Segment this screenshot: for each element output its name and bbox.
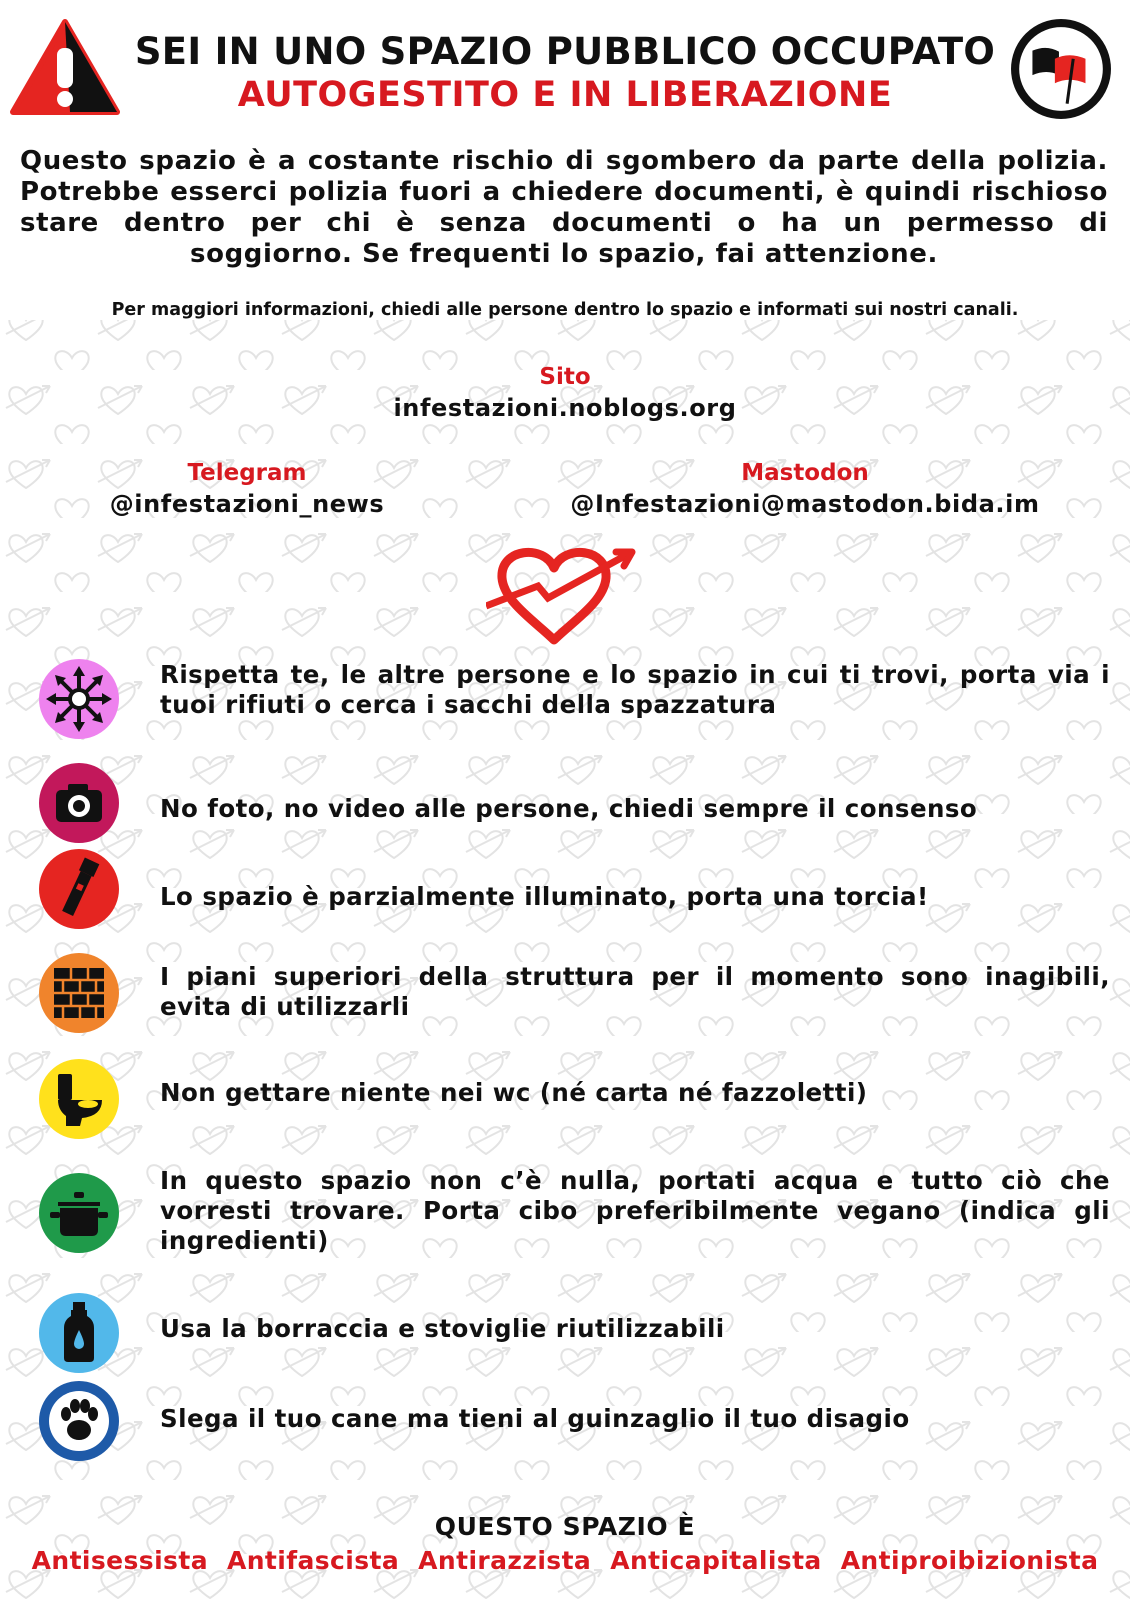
info-line: Per maggiori informazioni, chiedi alle persone dentro lo spazio e informati sui nostri canali. xyxy=(111,300,1019,320)
intro-paragraph: Questo spazio è a costante rischio di sgombero da parte della polizia. Potrebbe esserci polizia fuori a chiedere documenti, è quindi rischioso stare dentro per chi è senza documenti o ha un permesso di soggiorno. Se frequenti lo spazio, fai attenzione. xyxy=(20,146,1108,269)
mastodon-handle[interactable]: @Infestazioni@mastodon.bida.im xyxy=(570,490,1040,518)
antifa-flag-logo xyxy=(1010,18,1112,120)
mastodon-label: Mastodon xyxy=(741,460,869,486)
water-bottle-icon xyxy=(38,1292,120,1374)
brick-wall-icon xyxy=(38,952,120,1034)
rule-text: I piani superiori della struttura per il momento sono inagibili, evita di utilizzarli xyxy=(160,962,1110,1021)
site-link[interactable]: infestazioni.noblogs.org xyxy=(393,394,737,422)
telegram-handle[interactable]: @infestazioni_news xyxy=(109,490,385,518)
rule-text: In questo spazio non c’è nulla, portati acqua e tutto ciò che vorresti trovare. Porta cibo preferibilmente vegano (indica gli ingredienti) xyxy=(160,1166,1110,1255)
rule-text: No foto, no video alle persone, chiedi sempre il consenso xyxy=(160,794,978,823)
footer-value: Anticapitalista xyxy=(610,1546,822,1575)
heart-arrow-logo xyxy=(486,540,646,655)
chaos-star-icon xyxy=(38,658,120,740)
footer-value: Antirazzista xyxy=(418,1546,592,1575)
page-title: SEI IN UNO SPAZIO PUBBLICO OCCUPATO xyxy=(134,30,996,73)
toilet-icon xyxy=(38,1058,120,1140)
site-label: Sito xyxy=(539,364,591,390)
rule-text: Slega il tuo cane ma tieni al guinzaglio il tuo disagio xyxy=(160,1404,910,1433)
rule-text: Lo spazio è parzialmente illuminato, porta una torcia! xyxy=(160,882,929,911)
camera-icon xyxy=(38,762,120,844)
footer-value: Antisessista xyxy=(31,1546,208,1575)
footer-value: Antiproibizionista xyxy=(840,1546,1099,1575)
rule-text: Non gettare niente nei wc (né carta né fazzoletti) xyxy=(160,1078,868,1107)
telegram-label: Telegram xyxy=(187,460,307,486)
footer-title: QUESTO SPAZIO È xyxy=(434,1512,696,1541)
footer-value: Antifascista xyxy=(226,1546,400,1575)
rule-text: Usa la borraccia e stoviglie riutilizzabili xyxy=(160,1314,725,1343)
page-subtitle: AUTOGESTITO E IN LIBERAZIONE xyxy=(237,75,893,115)
rule-text: Rispetta te, le altre persone e lo spazio in cui ti trovi, porta via i tuoi rifiuti o cerca i sacchi della spazzatura xyxy=(160,660,1110,719)
flashlight-icon xyxy=(38,848,120,930)
paw-icon xyxy=(38,1380,120,1462)
cooking-pot-icon xyxy=(38,1172,120,1254)
footer-values-list xyxy=(0,1546,1130,1575)
